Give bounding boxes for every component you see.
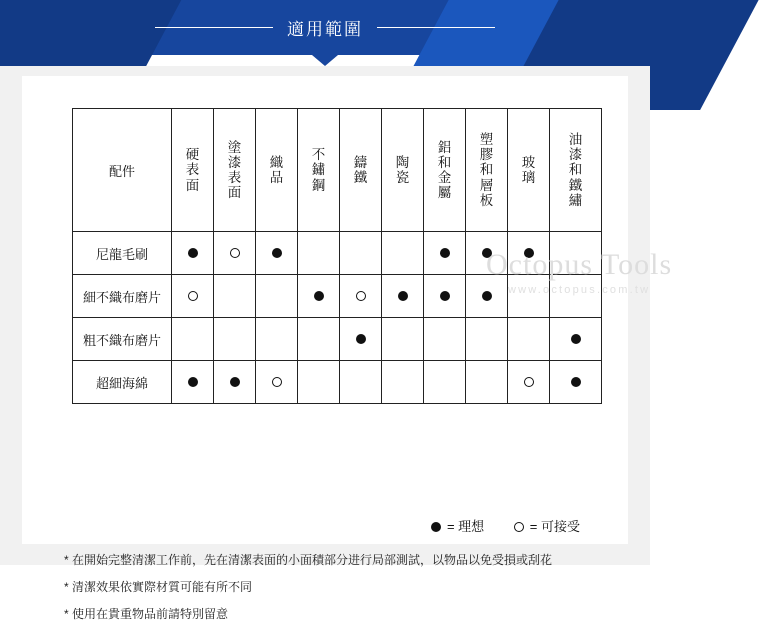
column-header-label: 鋁 和 金 屬: [437, 139, 452, 201]
page-title: 適用範圍: [287, 20, 363, 39]
table-row: [73, 232, 602, 275]
legend: [72, 516, 580, 535]
filled-dot-icon: [230, 377, 240, 387]
table-cell: [550, 232, 602, 275]
table-body: [73, 232, 602, 404]
table-cell: [214, 318, 256, 361]
notes-list: [64, 554, 624, 636]
row-header-label: 尼龍毛刷: [73, 232, 172, 275]
banner-rule-left: [155, 27, 273, 28]
column-header-label: 不 鏽 鋼: [311, 147, 326, 193]
legend-item-acceptable: [514, 516, 580, 535]
table-cell: [256, 275, 298, 318]
table-cell: [340, 318, 382, 361]
column-header-label: 織 品: [269, 154, 284, 185]
table-header-row: [73, 109, 602, 232]
table-cell: [214, 275, 256, 318]
table-row: [73, 361, 602, 404]
table-cell: [256, 361, 298, 404]
table-cell: [340, 275, 382, 318]
filled-dot-icon: [440, 291, 450, 301]
column-header-label: 塑 膠 和 層 板: [479, 132, 494, 208]
column-header-label: 塗 漆 表 面: [227, 139, 242, 201]
open-dot-icon: [514, 522, 524, 532]
column-header-aluminium-metal: [424, 109, 466, 232]
table-cell: [508, 318, 550, 361]
row-header-label: 超細海綿: [73, 361, 172, 404]
open-dot-icon: [230, 248, 240, 258]
column-header-fabric: [256, 109, 298, 232]
table-cell: [340, 232, 382, 275]
gutter-top: [0, 66, 650, 76]
table-cell: [508, 275, 550, 318]
compatibility-table-wrapper: [72, 108, 583, 404]
column-header-plastic-laminate: [466, 109, 508, 232]
table-cell: [382, 232, 424, 275]
table-cell: [382, 275, 424, 318]
column-header-ceramic: [382, 109, 424, 232]
note-item: * 使用在貴重物品前請特別留意: [64, 607, 229, 622]
filled-dot-icon: [272, 248, 282, 258]
filled-dot-icon: [431, 522, 441, 532]
open-dot-icon: [272, 377, 282, 387]
column-header-hard-surface: [172, 109, 214, 232]
banner-content: [0, 0, 650, 55]
column-header-stainless-steel: [298, 109, 340, 232]
table-row: [73, 275, 602, 318]
table-cell: [424, 318, 466, 361]
table-cell: [466, 318, 508, 361]
table-cell: [256, 318, 298, 361]
legend-ideal-label: = 理想: [446, 519, 485, 534]
content-sheet: [22, 76, 628, 622]
watermark-brand: Octopus Tools: [486, 248, 673, 281]
note-item: * 在開始完整清潔工作前，先在清潔表面的小面積部分进行局部測試，以物品以免受損或刮花: [64, 553, 553, 567]
filled-dot-icon: [188, 248, 198, 258]
gutter-right: [628, 66, 650, 565]
filled-dot-icon: [398, 291, 408, 301]
table-cell: [508, 361, 550, 404]
open-dot-icon: [524, 377, 534, 387]
banner-notch-icon: [312, 55, 338, 66]
table-cell: [382, 361, 424, 404]
column-header-label: 玻 璃: [521, 154, 536, 185]
table-cell: [214, 232, 256, 275]
table-cell: [424, 275, 466, 318]
watermark-url: www.octopus.com.tw: [507, 284, 651, 296]
filled-dot-icon: [482, 248, 492, 258]
table-cell: [508, 232, 550, 275]
table-corner-header: 配件: [73, 109, 172, 232]
row-header-label: 粗不織布磨片: [73, 318, 172, 361]
filled-dot-icon: [571, 377, 581, 387]
column-header-label: 油 漆 和 鐵 繡: [568, 132, 583, 208]
table-cell: [550, 318, 602, 361]
banner-rule-right: [377, 27, 495, 28]
table-cell: [172, 361, 214, 404]
column-header-painted-surface: [214, 109, 256, 232]
legend-acceptable-label: = 可接受: [529, 519, 580, 534]
filled-dot-icon: [188, 377, 198, 387]
table-cell: [382, 318, 424, 361]
open-dot-icon: [356, 291, 366, 301]
gutter-left: [0, 66, 22, 565]
table-cell: [298, 232, 340, 275]
table-cell: [214, 361, 256, 404]
column-header-glass: [508, 109, 550, 232]
table-cell: [466, 275, 508, 318]
filled-dot-icon: [571, 334, 581, 344]
table-cell: [298, 361, 340, 404]
page-banner: [0, 0, 650, 55]
table-cell: [298, 275, 340, 318]
table-cell: [172, 275, 214, 318]
table-row: [73, 318, 602, 361]
filled-dot-icon: [314, 291, 324, 301]
table-cell: [298, 318, 340, 361]
filled-dot-icon: [440, 248, 450, 258]
table-cell: [550, 361, 602, 404]
filled-dot-icon: [524, 248, 534, 258]
filled-dot-icon: [356, 334, 366, 344]
table-cell: [424, 361, 466, 404]
table-cell: [340, 361, 382, 404]
compatibility-table: [72, 108, 602, 404]
table-cell: [550, 275, 602, 318]
table-cell: [424, 232, 466, 275]
column-header-label: 陶 瓷: [395, 154, 410, 185]
table-cell: [172, 318, 214, 361]
column-header-label: 硬 表 面: [185, 147, 200, 193]
column-header-label: 鑄 鐵: [353, 154, 368, 185]
table-cell: [466, 361, 508, 404]
filled-dot-icon: [482, 291, 492, 301]
legend-item-ideal: [431, 516, 484, 535]
column-header-cast-iron: [340, 109, 382, 232]
table-cell: [466, 232, 508, 275]
table-cell: [172, 232, 214, 275]
note-item: * 清潔效果依實際材質可能有所不同: [64, 580, 253, 595]
table-cell: [256, 232, 298, 275]
open-dot-icon: [188, 291, 198, 301]
row-header-label: 細不織布磨片: [73, 275, 172, 318]
column-header-paint-rust: [550, 109, 602, 232]
